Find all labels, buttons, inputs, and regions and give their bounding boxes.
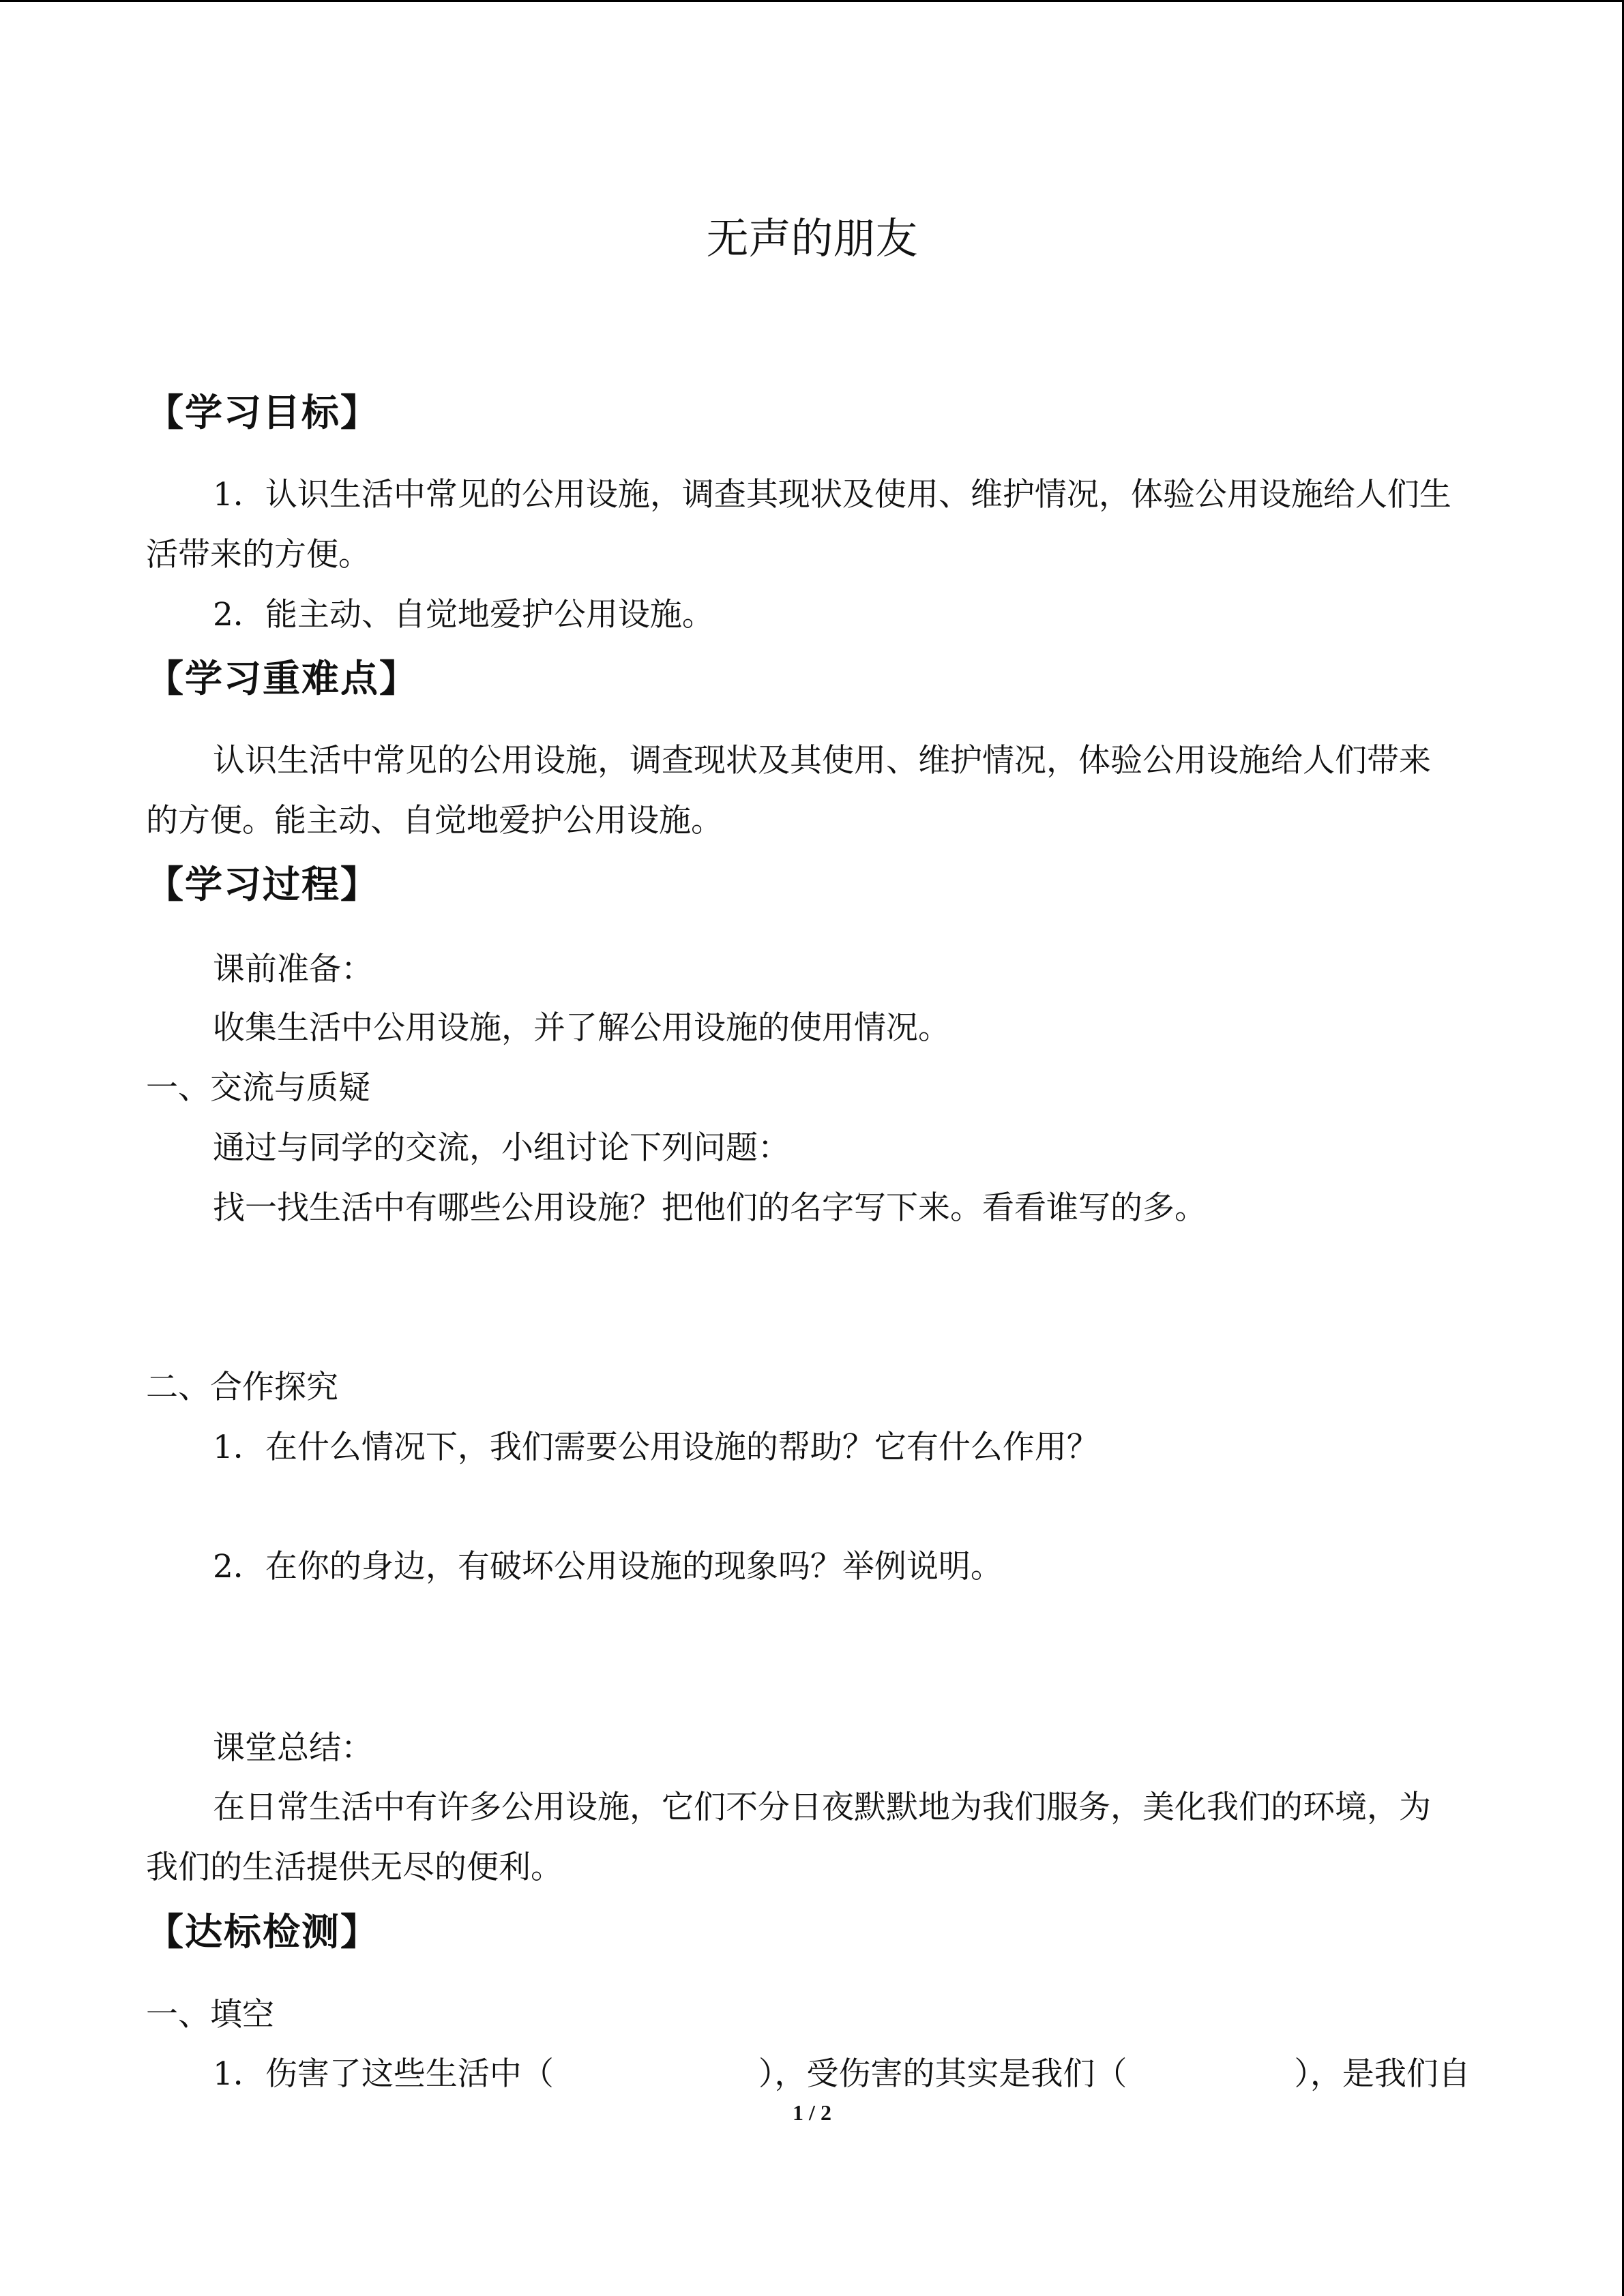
key-points-line-2: 的方便。能主动、自觉地爱护公用设施。 [146,802,723,839]
document-title: 无声的朋友 [706,213,918,263]
summary-label: 课堂总结： [213,1729,373,1767]
prep-label: 课前准备： [213,951,373,988]
summary-line-1: 在日常生活中有许多公用设施，它们不分日夜默默地为我们服务，美化我们的环境，为 [213,1789,1431,1826]
part1-title: 一、交流与质疑 [146,1069,370,1107]
prep-text: 收集生活中公用设施，并了解公用设施的使用情况。 [213,1009,950,1047]
section-heading-test: 【达标检测】 [146,1910,380,1954]
section-heading-goals: 【学习目标】 [146,391,380,434]
test-question-1-suffix: ），是我们自 [1294,2055,1471,2093]
part2-question-2: 2．在你的身边，有破坏公用设施的现象吗？举例说明。 [213,1548,1003,1585]
part1-intro: 通过与同学的交流，小组讨论下列问题： [213,1129,790,1167]
summary-line-2: 我们的生活提供无尽的便利。 [146,1849,563,1886]
test-question-1-middle: ），受伤害的其实是我们（ [758,2055,1127,2093]
part2-question-1: 1．在什么情况下，我们需要公用设施的帮助？它有什么作用？ [213,1429,1099,1466]
page-number: 1 / 2 [793,2100,831,2125]
section-heading-process: 【学习过程】 [146,863,380,906]
goal-item-1-line-1: 1．认识生活中常见的公用设施，调查其现状及使用、维护情况，体验公用设施给人们生 [213,476,1451,513]
test-question-1-prefix: 1．伤害了这些生活中（ [213,2055,554,2093]
part2-title: 二、合作探究 [146,1369,338,1406]
part1-question: 找一找生活中有哪些公用设施？把他们的名字写下来。看看谁写的多。 [213,1189,1207,1227]
test-question-1 [213,2054,1471,2095]
section-heading-key-points: 【学习重难点】 [146,657,419,700]
goal-item-1-line-2: 活带来的方便。 [146,536,370,573]
test-part1-title: 一、填空 [146,1996,274,2033]
key-points-line-1: 认识生活中常见的公用设施，调查现状及其使用、维护情况，体验公用设施给人们带来 [213,742,1431,779]
goal-item-2: 2．能主动、自觉地爱护公用设施。 [213,596,714,633]
